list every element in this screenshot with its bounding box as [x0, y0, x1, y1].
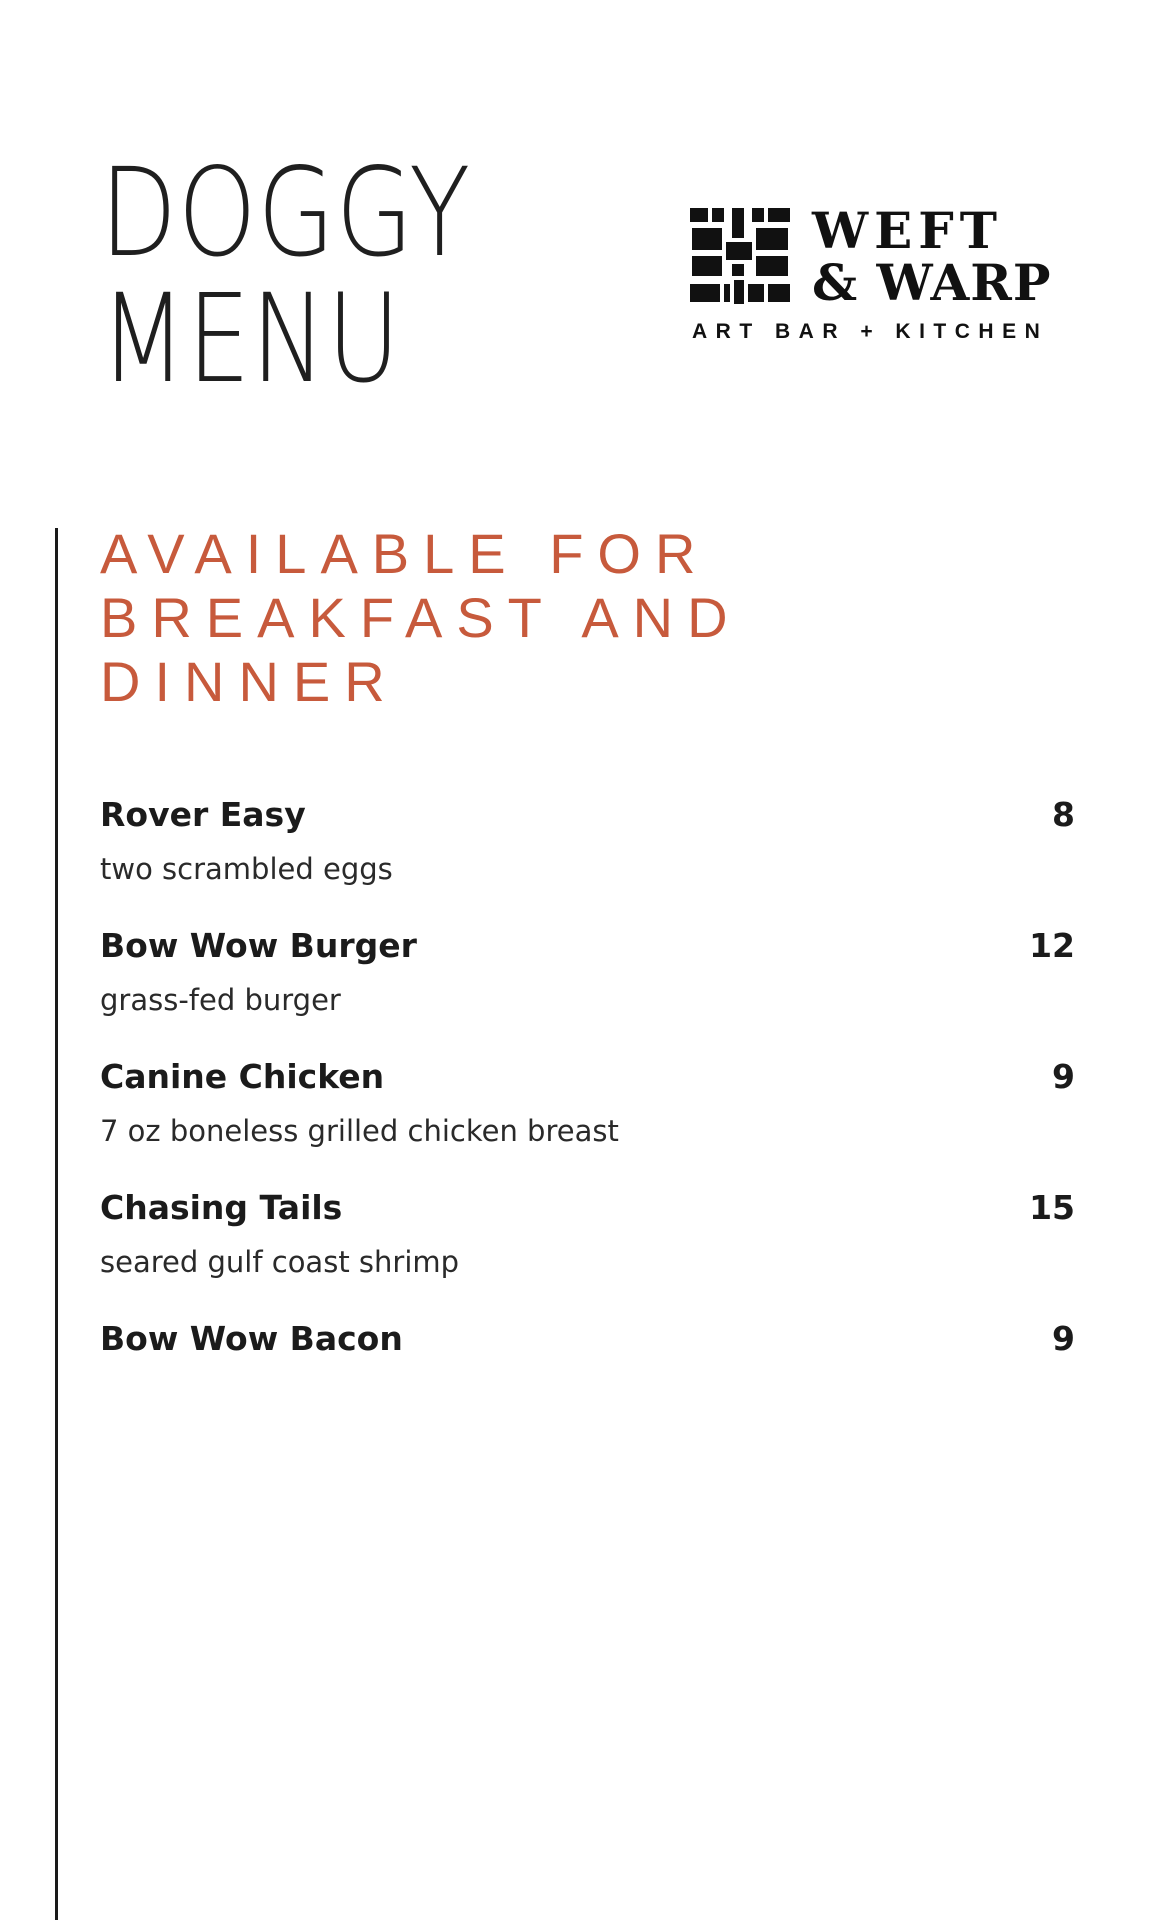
menu-item-description: seared gulf coast shrimp — [100, 1245, 460, 1279]
section-heading-line-3: DINNER — [100, 650, 399, 713]
menu-list — [100, 795, 1075, 1450]
menu-item — [100, 1319, 1075, 1450]
weft-warp-logo-icon — [690, 208, 790, 304]
brand-logo — [690, 202, 1070, 352]
page-title — [100, 142, 472, 410]
menu-item — [100, 795, 1075, 926]
brand-name-line-2: & WARP — [812, 253, 1052, 312]
menu-item-description: 7 oz boneless grilled chicken breast — [100, 1114, 619, 1148]
menu-item-price: 15 — [1029, 1188, 1075, 1227]
menu-item-price: 9 — [1052, 1319, 1075, 1358]
section-heading-line-1: AVAILABLE FOR — [100, 522, 710, 585]
menu-item-name: Bow Wow Burger — [100, 926, 417, 965]
menu-item-price: 12 — [1029, 926, 1075, 965]
menu-item — [100, 1057, 1075, 1188]
brand-tagline: ART BAR + KITCHEN — [692, 320, 1049, 343]
menu-item-price: 9 — [1052, 1057, 1075, 1096]
menu-item-name: Chasing Tails — [100, 1188, 343, 1227]
menu-item-name: Bow Wow Bacon — [100, 1319, 403, 1358]
page-title-line-1: DOGGY — [100, 142, 472, 284]
menu-item-description: two scrambled eggs — [100, 852, 393, 886]
brand-name-line-1: WEFT — [812, 201, 1003, 260]
menu-item-name: Rover Easy — [100, 795, 306, 834]
section-heading — [100, 522, 742, 714]
menu-item-description: grass-fed burger — [100, 983, 341, 1017]
menu-item — [100, 926, 1075, 1057]
menu-item — [100, 1188, 1075, 1319]
page-title-line-2: MENU — [100, 268, 401, 410]
menu-item-name: Canine Chicken — [100, 1057, 385, 1096]
section-heading-line-2: BREAKFAST AND — [100, 586, 742, 649]
menu-item-price: 8 — [1052, 795, 1075, 834]
left-vertical-rule — [55, 528, 58, 1920]
